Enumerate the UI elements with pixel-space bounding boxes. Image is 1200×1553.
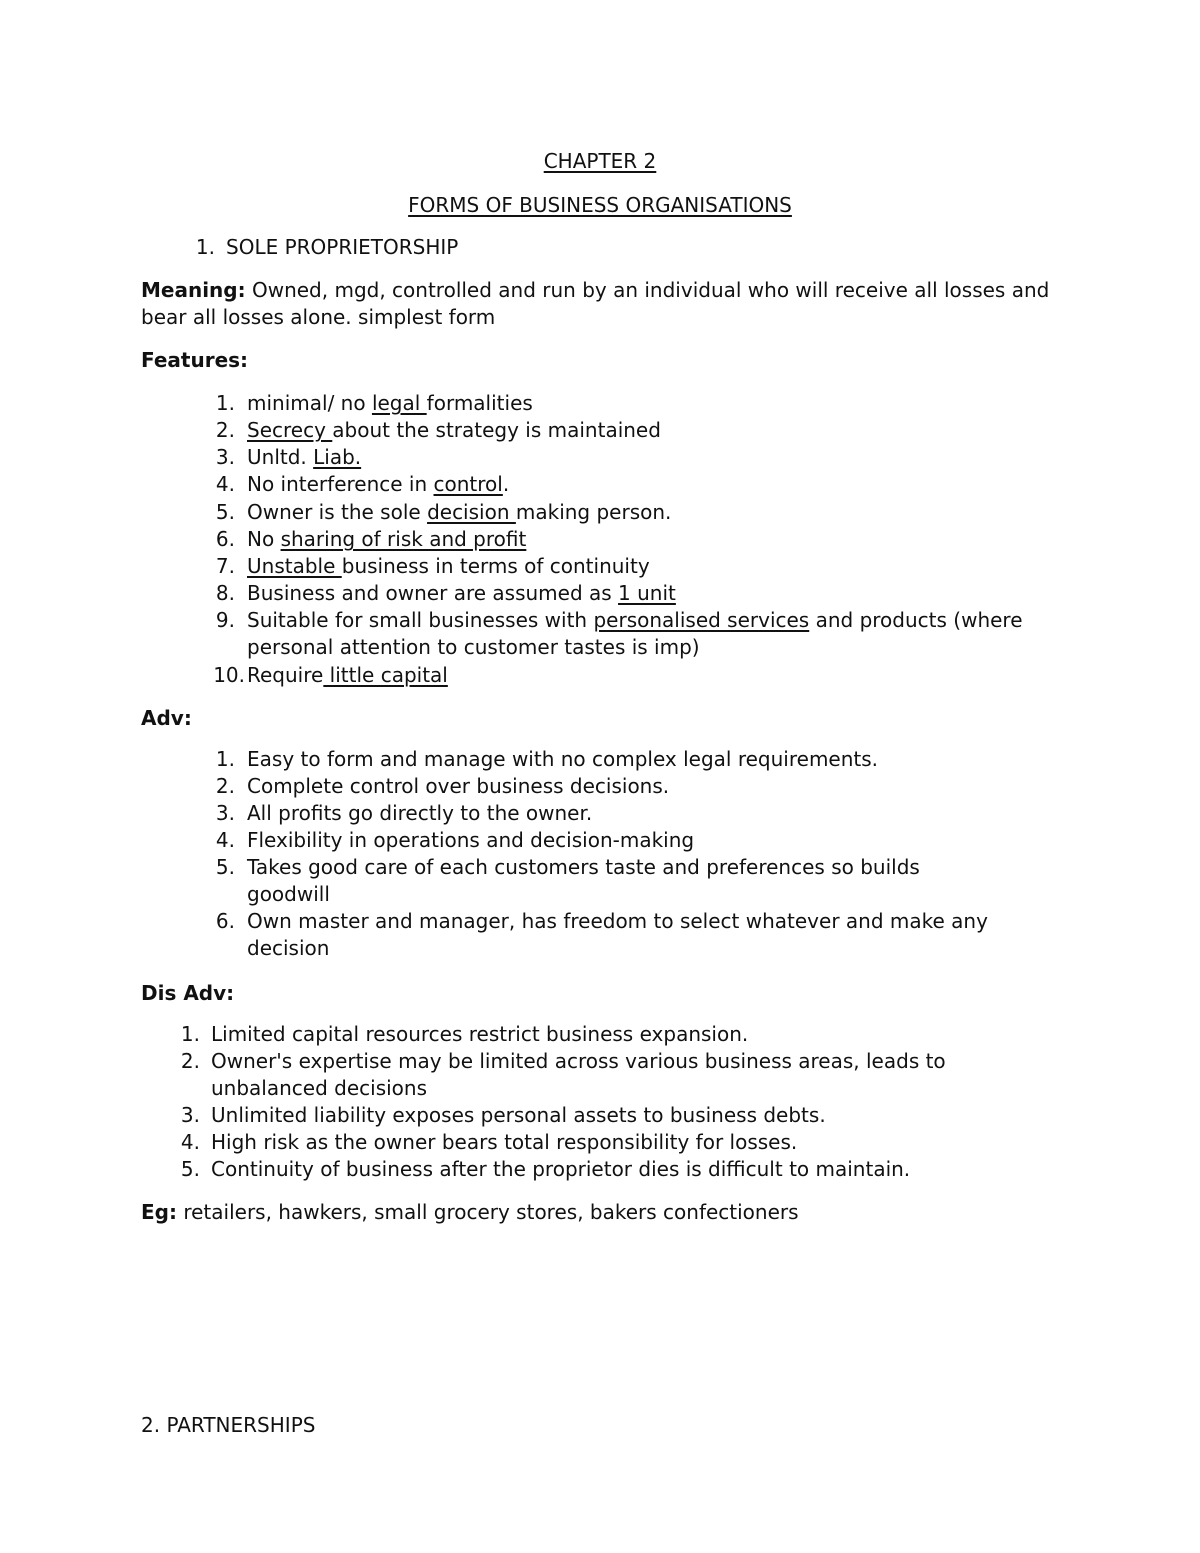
features-label: Features: bbox=[141, 348, 249, 372]
list-number: 2. bbox=[215, 774, 235, 798]
list-number: 5. bbox=[215, 500, 235, 524]
list-number: 7. bbox=[215, 554, 235, 578]
list-number: 5. bbox=[180, 1157, 200, 1181]
example-paragraph bbox=[141, 1199, 1061, 1226]
list-item: Continuity of business after the proprietor dies is difficult to maintain. bbox=[211, 1157, 911, 1181]
list-number: 5. bbox=[215, 855, 235, 879]
list-item: Unlimited liability exposes personal assets to business debts. bbox=[211, 1103, 826, 1127]
example-label: Eg: bbox=[141, 1200, 177, 1224]
list-number: 8. bbox=[215, 581, 235, 605]
list-item: Owner is the sole decision making person. bbox=[247, 500, 672, 524]
list-item: Business and owner are assumed as 1 unit bbox=[247, 581, 676, 605]
list-number: 10. bbox=[213, 663, 245, 687]
list-item: Own master and manager, has freedom to select whatever and make any decision bbox=[247, 909, 988, 960]
list-item: Complete control over business decisions. bbox=[247, 774, 670, 798]
page-title: FORMS OF BUSINESS ORGANISATIONS bbox=[408, 193, 792, 217]
list-item: Flexibility in operations and decision-making bbox=[247, 828, 695, 852]
list-item: All profits go directly to the owner. bbox=[247, 801, 593, 825]
list-item: Require little capital bbox=[247, 663, 448, 687]
list-number: 6. bbox=[215, 527, 235, 551]
list-item: Unstable business in terms of continuity bbox=[247, 554, 650, 578]
list-number: 2. bbox=[215, 418, 235, 442]
disadv-label: Dis Adv: bbox=[141, 981, 235, 1005]
list-number: 1. bbox=[215, 391, 235, 415]
section-2-heading: 2. PARTNERSHIPS bbox=[141, 1413, 316, 1437]
list-item: Suitable for small businesses with personalised services and products (where personal attention to customer tastes is imp) bbox=[247, 608, 1023, 659]
list-item: Limited capital resources restrict business expansion. bbox=[211, 1022, 749, 1046]
example-text: retailers, hawkers, small grocery stores, bakers confectioners bbox=[176, 1200, 799, 1224]
list-item: No interference in control. bbox=[247, 472, 510, 496]
list-item: Easy to form and manage with no complex legal requirements. bbox=[247, 747, 879, 771]
list-number: 4. bbox=[215, 472, 235, 496]
list-item: High risk as the owner bears total responsibility for losses. bbox=[211, 1130, 798, 1154]
list-number: 1. bbox=[215, 747, 235, 771]
adv-label: Adv: bbox=[141, 706, 192, 730]
meaning-paragraph bbox=[141, 277, 1061, 331]
chapter-heading: CHAPTER 2 bbox=[543, 149, 657, 173]
list-number: 4. bbox=[180, 1130, 200, 1154]
list-number: 9. bbox=[215, 608, 235, 632]
list-number: 3. bbox=[215, 801, 235, 825]
list-item: No sharing of risk and profit bbox=[247, 527, 527, 551]
list-item: Takes good care of each customers taste and preferences so builds goodwill bbox=[247, 855, 920, 906]
section-heading: SOLE PROPRIETORSHIP bbox=[226, 235, 459, 259]
list-number: 2. bbox=[180, 1049, 200, 1073]
meaning-label: Meaning: bbox=[141, 278, 246, 302]
list-item: Secrecy about the strategy is maintained bbox=[247, 418, 661, 442]
meaning-text: Owned, mgd, controlled and run by an individual who will receive all losses and bear all losses alone. simplest form bbox=[141, 278, 1050, 329]
list-item: Owner's expertise may be limited across various business areas, leads to unbalanced decisions bbox=[211, 1049, 946, 1100]
section-number: 1. bbox=[195, 235, 215, 259]
list-item: minimal/ no legal formalities bbox=[247, 391, 533, 415]
list-number: 6. bbox=[215, 909, 235, 933]
list-number: 3. bbox=[180, 1103, 200, 1127]
list-number: 4. bbox=[215, 828, 235, 852]
list-number: 3. bbox=[215, 445, 235, 469]
list-item: Unltd. Liab. bbox=[247, 445, 362, 469]
list-number: 1. bbox=[180, 1022, 200, 1046]
